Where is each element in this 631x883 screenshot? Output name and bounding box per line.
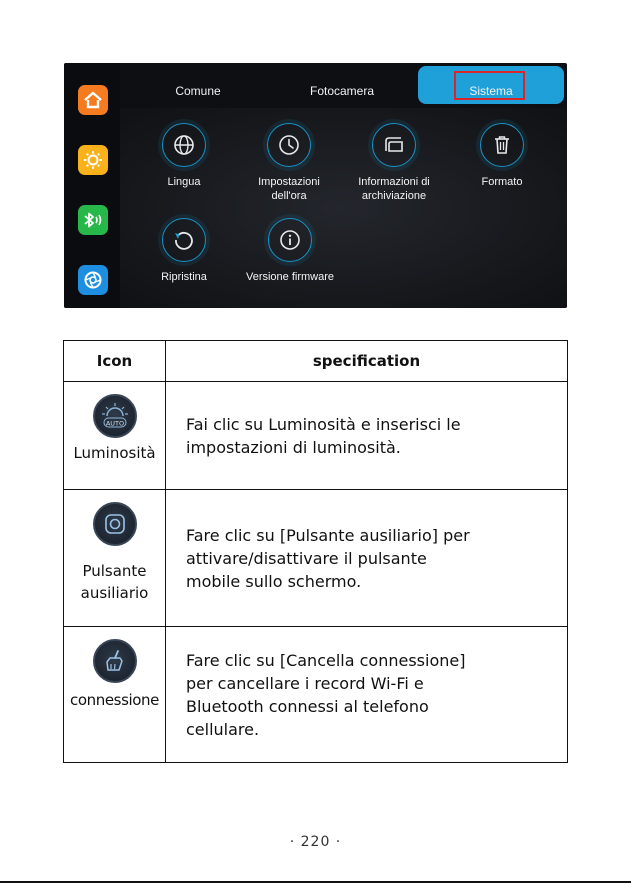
setting-label: Formato bbox=[481, 176, 523, 188]
trash-icon bbox=[480, 123, 524, 167]
tab-comune[interactable]: Comune bbox=[175, 84, 221, 98]
spec-text: Fare clic su [Cancella connessione] per cancellare i record Wi-Fi e Bluetooth connessi al telefono cellulare. bbox=[186, 650, 466, 739]
header-icon: Icon bbox=[64, 341, 166, 382]
header-specification: specification bbox=[166, 341, 568, 382]
icon-cell bbox=[64, 490, 166, 627]
setting-impostazioni-ora[interactable] bbox=[241, 123, 337, 203]
tab-highlight-box bbox=[454, 71, 525, 100]
setting-informazioni-archiviazione[interactable] bbox=[346, 123, 442, 203]
auto-label: AUTO bbox=[105, 419, 124, 428]
icon-cell bbox=[64, 627, 166, 763]
setting-lingua[interactable] bbox=[136, 123, 232, 189]
clock-icon bbox=[267, 123, 311, 167]
icon-name-luminosita: Luminosità bbox=[73, 444, 156, 462]
table-row bbox=[64, 490, 568, 627]
camera-shutter-icon[interactable] bbox=[78, 265, 108, 295]
spec-text: Fai clic su Luminosità e inserisci le impostazioni di luminosità. bbox=[186, 414, 461, 457]
app-rail bbox=[64, 63, 120, 308]
icon-name-pulsante-ausiliario: Pulsante ausiliario bbox=[80, 562, 149, 602]
info-icon bbox=[268, 218, 312, 262]
spec-cell bbox=[166, 382, 568, 490]
setting-versione-firmware[interactable] bbox=[241, 218, 339, 284]
clear-connection-icon bbox=[93, 639, 137, 683]
setting-label: Informazioni di archiviazione bbox=[358, 176, 430, 202]
table-header-row bbox=[64, 341, 568, 382]
bluetooth-icon[interactable] bbox=[78, 205, 108, 235]
spec-table bbox=[63, 340, 568, 763]
setting-label: Ripristina bbox=[161, 271, 207, 283]
brightness-auto-icon bbox=[93, 394, 137, 438]
icon-name-connessione: connessione bbox=[70, 691, 159, 709]
icon-cell bbox=[64, 382, 166, 490]
tab-sistema[interactable]: Sistema bbox=[469, 84, 513, 98]
reset-icon bbox=[162, 218, 206, 262]
spec-cell bbox=[166, 627, 568, 763]
spec-cell bbox=[166, 490, 568, 627]
storage-icon bbox=[372, 123, 416, 167]
system-settings-screenshot bbox=[64, 63, 567, 308]
auxiliary-button-icon bbox=[93, 502, 137, 546]
table-row bbox=[64, 382, 568, 490]
setting-formato[interactable] bbox=[454, 123, 550, 189]
setting-ripristina[interactable] bbox=[136, 218, 232, 284]
setting-label: Lingua bbox=[167, 176, 201, 188]
setting-label: Impostazioni dell'ora bbox=[258, 176, 320, 202]
tab-fotocamera[interactable]: Fotocamera bbox=[309, 84, 375, 98]
globe-icon bbox=[162, 123, 206, 167]
spec-text: Fare clic su [Pulsante ausiliario] per attivare/disattivare il pulsante mobile sullo schermo. bbox=[186, 525, 470, 591]
table-row bbox=[64, 627, 568, 763]
brightness-icon[interactable] bbox=[78, 145, 108, 175]
home-icon[interactable] bbox=[78, 85, 108, 115]
setting-label: Versione firmware bbox=[245, 271, 335, 283]
page-number: · 220 · bbox=[289, 834, 342, 850]
